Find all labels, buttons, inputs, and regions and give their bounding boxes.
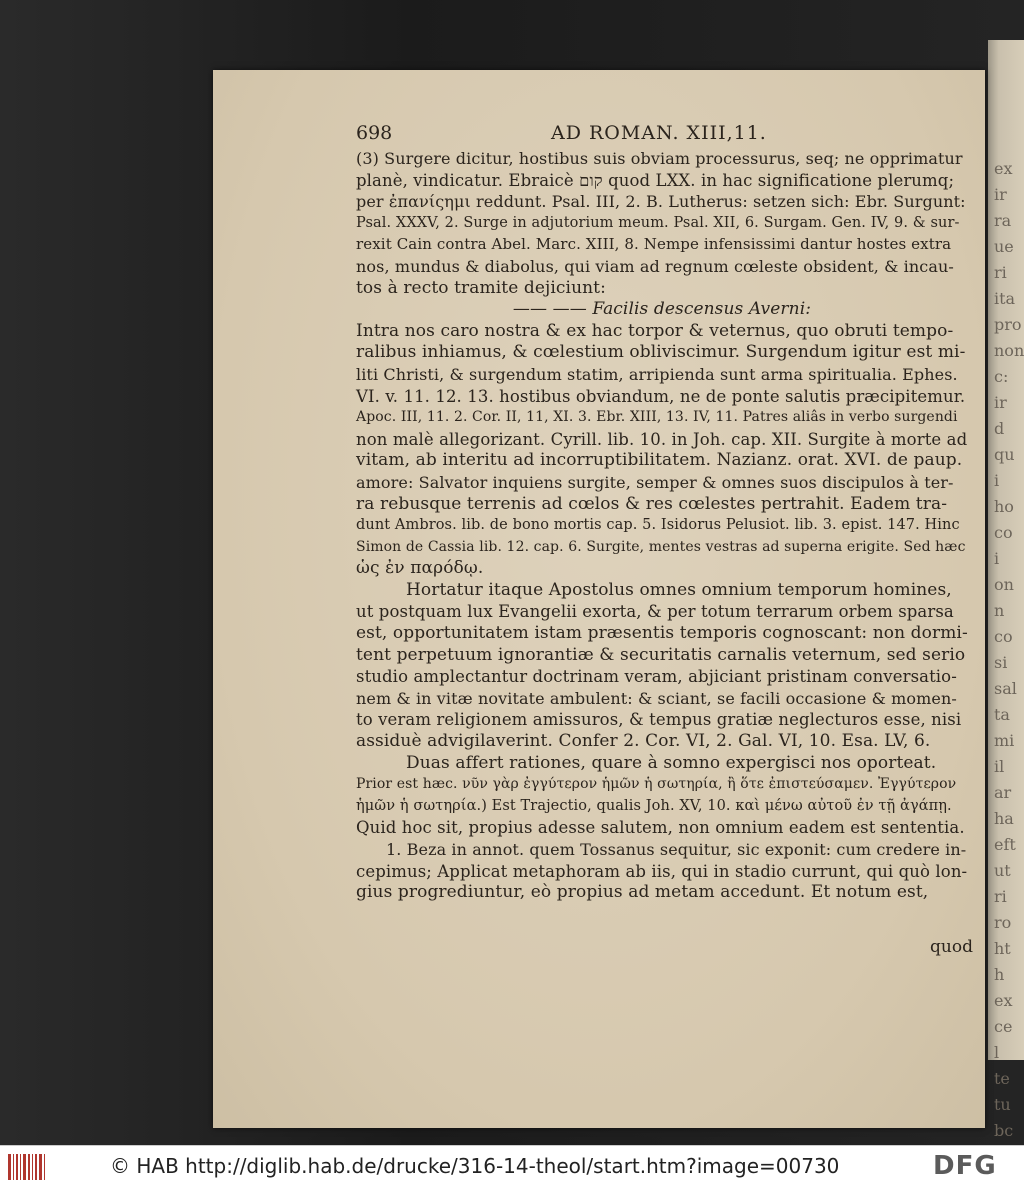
adjacent-text-fragment: ir bbox=[994, 393, 1007, 412]
page-header bbox=[356, 122, 968, 150]
text-line: 1. Beza in annot. quem Tossanus sequitur, sic exponit: cum credere in- bbox=[386, 840, 967, 859]
adjacent-text-fragment: il bbox=[994, 757, 1005, 776]
text-line: nem & in vitæ novitate ambulent: & sciant, se facili occasione & momen- bbox=[356, 688, 957, 708]
adjacent-text-fragment: mi bbox=[994, 731, 1015, 750]
text-line: Psal. XXXV, 2. Surge in adjutorium meum. Psal. XII, 6. Surgam. Gen. IV, 9. & sur- bbox=[356, 214, 960, 231]
adjacent-text-fragment: ex bbox=[994, 991, 1013, 1010]
dfg-logo[interactable]: DFG bbox=[933, 1151, 997, 1181]
text-line: ὡς ἐν παρόδῳ. bbox=[356, 558, 484, 579]
page-text bbox=[356, 148, 968, 904]
adjacent-text-fragment: qu bbox=[994, 445, 1015, 464]
adjacent-text-fragment: te bbox=[994, 1069, 1010, 1088]
text-line: cepimus; Applicat metaphoram ab iis, qui in stadio currunt, qui quò lon- bbox=[356, 861, 968, 881]
text-line: non malè allegorizant. Cyrill. lib. 10. in Joh. cap. XII. Surgite à morte ad bbox=[356, 429, 968, 449]
adjacent-text-fragment: ri bbox=[994, 263, 1007, 282]
adjacent-text-fragment: ex bbox=[994, 159, 1013, 178]
adjacent-text-fragment: co bbox=[994, 523, 1013, 542]
adjacent-text-fragment: ita bbox=[994, 289, 1016, 308]
adjacent-text-fragment: si bbox=[994, 653, 1008, 672]
text-line: liti Christi, & surgendum statim, arripienda sunt arma spiritualia. Ephes. bbox=[356, 364, 958, 384]
adjacent-text-fragment: ri bbox=[994, 887, 1007, 906]
adjacent-text-fragment: d bbox=[994, 419, 1005, 438]
adjacent-text-fragment: eft bbox=[994, 835, 1016, 854]
adjacent-text-fragment: i bbox=[994, 471, 1000, 490]
text-line: gius progrediuntur, eò propius ad metam accedunt. Et notum est, bbox=[356, 882, 929, 903]
text-line: ralibus inhiamus, & cœlestium obliviscimur. Surgendum igitur est mi- bbox=[356, 342, 966, 363]
text-line: Apoc. III, 11. 2. Cor. II, 11, XI. 3. Ebr. XIII, 13. IV, 11. Patres aliâs in verbo surgendi bbox=[356, 409, 958, 426]
text-line: —— —— Facilis descensus Averni: bbox=[512, 299, 812, 320]
text-line: Prior est hæc. νῦν γὰρ ἐγγύτερον ἡμῶν ἡ σωτηρία, ἢ ὅτε ἐπιστεύσαμεν. Ἐγγύτερον bbox=[356, 776, 957, 793]
text-line: planè, vindicatur. Ebraicè קום quod LXX. in hac significatione plerumq; bbox=[356, 170, 955, 190]
adjacent-text-fragment: non bbox=[994, 341, 1024, 360]
adjacent-text-fragment: pro bbox=[994, 315, 1022, 334]
text-line: Intra nos caro nostra & ex hac torpor & veternus, quo obruti tempo- bbox=[356, 320, 954, 341]
adjacent-text-fragment: i bbox=[994, 549, 1000, 568]
text-line: ἡμῶν ἡ σωτηρία.) Est Trajectio, qualis Joh. XV, 10. καὶ μένω αὐτοῦ ἐν τῇ ἀγάπῃ. bbox=[356, 797, 952, 814]
text-line: studio amplectantur doctrinam veram, abjiciant pristinam conversatio- bbox=[356, 667, 957, 687]
text-line: Duas affert rationes, quare à somno expergisci nos oporteat. bbox=[406, 752, 937, 773]
catchword: quod bbox=[930, 937, 973, 957]
adjacent-text-fragment: on bbox=[994, 575, 1014, 594]
text-line: VI. v. 11. 12. 13. hostibus obviandum, ne de ponte salutis præcipitemur. bbox=[356, 386, 966, 406]
text-line: tos à recto tramite dejiciunt: bbox=[356, 277, 606, 298]
hab-barcode-icon[interactable] bbox=[8, 1154, 46, 1180]
text-line: tent perpetuum ignorantiæ & securitatis carnalis veternum, sed serio bbox=[356, 644, 966, 665]
adjacent-text-fragment: ta bbox=[994, 705, 1010, 724]
text-line: assiduè advigilaverint. Confer 2. Cor. VI, 2. Gal. VI, 10. Esa. LV, 6. bbox=[356, 731, 931, 752]
adjacent-text-fragment: bc bbox=[994, 1121, 1014, 1140]
adjacent-text-fragment: ha bbox=[994, 809, 1014, 828]
text-line: ra rebusque terrenis ad cœlos & res cœlestes pertrahit. Eadem tra- bbox=[356, 493, 948, 514]
text-line: Simon de Cassia lib. 12. cap. 6. Surgite, mentes vestras ad superna erigite. Sed hæc bbox=[356, 538, 966, 555]
adjacent-text-fragment: ra bbox=[994, 211, 1012, 230]
text-line: Hortatur itaque Apostolus omnes omnium temporum homines, bbox=[406, 579, 952, 600]
text-line: amore: Salvator inquiens surgite, semper & omnes suos discipulos à ter- bbox=[356, 472, 954, 492]
text-line: per ἐπανίςημι reddunt. Psal. III, 2. B. Lutherus: setzen sich: Ebr. Surgunt: bbox=[356, 192, 966, 212]
text-line: to veram religionem amissuros, & tempus gratiæ neglecturos esse, nisi bbox=[356, 710, 962, 730]
text-line: dunt Ambros. lib. de bono mortis cap. 5. Isidorus Pelusiot. lib. 3. epist. 147. Hinc bbox=[356, 517, 960, 534]
adjacent-text-fragment: ir bbox=[994, 185, 1007, 204]
adjacent-text-fragment: ue bbox=[994, 237, 1014, 256]
text-line: (3) Surgere dicitur, hostibus suis obviam processurus, seq; ne opprimatur bbox=[356, 149, 963, 168]
text-line: Quid hoc sit, propius adesse salutem, non omnium eadem est sententia. bbox=[356, 818, 965, 838]
adjacent-text-fragment: h bbox=[994, 965, 1005, 984]
page-number: 698 bbox=[356, 122, 393, 144]
copyright-url[interactable]: © HAB http://diglib.hab.de/drucke/316-14-theol/start.htm?image=00730 bbox=[110, 1154, 840, 1178]
adjacent-text-fragment: ar bbox=[994, 783, 1012, 802]
adjacent-text-fragment: ut bbox=[994, 861, 1011, 880]
text-line: rexit Cain contra Abel. Marc. XIII, 8. Nempe infensissimi dantur hostes extra bbox=[356, 235, 952, 254]
adjacent-text-fragment: n bbox=[994, 601, 1005, 620]
viewer-footer bbox=[0, 1145, 1024, 1186]
adjacent-text-fragment: ro bbox=[994, 913, 1012, 932]
adjacent-text-fragment: ho bbox=[994, 497, 1014, 516]
text-line: est, opportunitatem istam præsentis temporis cognoscant: non dormi- bbox=[356, 623, 968, 644]
running-title: AD ROMAN. XIII,11. bbox=[551, 122, 767, 144]
adjacent-page-edge bbox=[988, 40, 1024, 1140]
adjacent-text-fragment: co bbox=[994, 627, 1013, 646]
text-line: ut postquam lux Evangelii exorta, & per totum terrarum orbem sparsa bbox=[356, 602, 954, 622]
adjacent-text-fragment: sal bbox=[994, 679, 1017, 698]
adjacent-text-fragment: tu bbox=[994, 1095, 1011, 1114]
adjacent-text-fragment: ht bbox=[994, 939, 1011, 958]
adjacent-text-fragment: l bbox=[994, 1043, 1000, 1062]
adjacent-text-fragment: c: bbox=[994, 367, 1009, 386]
adjacent-text-fragment: ce bbox=[994, 1017, 1013, 1036]
text-line: nos, mundus & diabolus, qui viam ad regnum cœleste obsident, & incau- bbox=[356, 256, 954, 276]
text-line: vitam, ab interitu ad incorruptibilitatem. Nazianz. orat. XVI. de paup. bbox=[356, 450, 963, 471]
